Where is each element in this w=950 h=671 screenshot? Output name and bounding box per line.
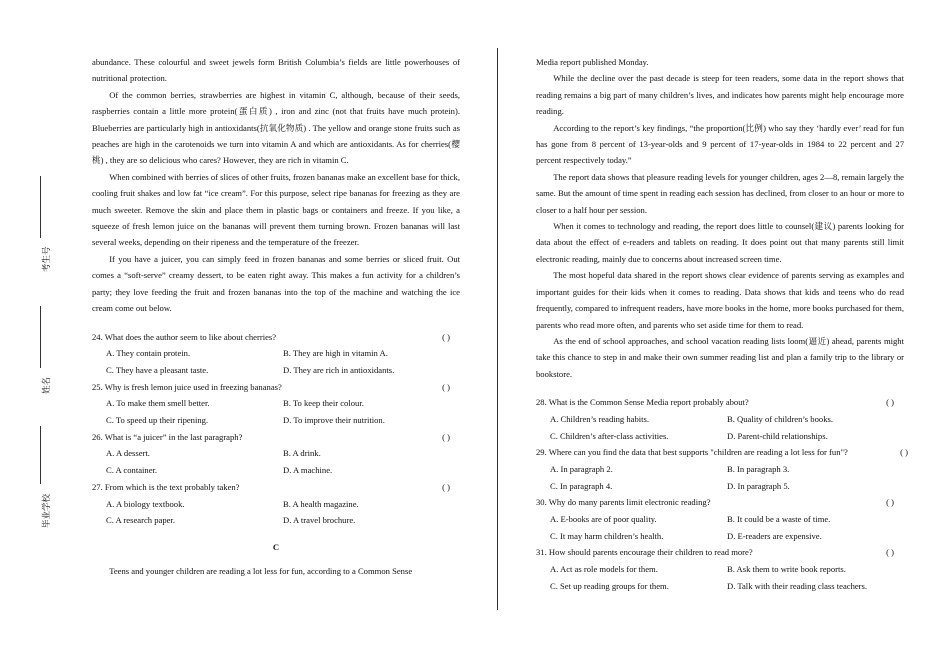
question-stem: 30. Why do many parents limit electronic reading? (536, 497, 711, 508)
passage-paragraph: When combined with berries of slices of other fruits, frozen bananas make an excellent base for thick, cooling fruit shakes and low fat “ice cream”. For this purpose, select ripe bananas for freezing as they are much sweeter. Remove the skin and place them in plastic bags or containers and freeze. If you like, a squeeze of fresh lemon juice on the bananas will prevent them turning brown. Frozen bananas will last several weeks, depending on their ripeness and the temperature of the freezer. (92, 171, 460, 248)
option-d[interactable]: D. Parent-child relationships. (727, 430, 828, 441)
name-label: 姓名 (41, 376, 51, 394)
option-c[interactable]: C. Set up reading groups for them. (550, 580, 669, 591)
option-b[interactable]: B. In paragraph 3. (727, 463, 790, 474)
passage-paragraph: Media report published Monday. (536, 57, 649, 67)
question-28 (536, 394, 904, 444)
answer-blank[interactable]: ( ) (886, 547, 894, 558)
answer-blank[interactable]: ( ) (886, 497, 894, 508)
question-stem: 29. Where can you find the data that best supports "children are reading a lot less for fun"? (536, 447, 848, 458)
question-stem: 25. Why is fresh lemon juice used in freezing bananas? (92, 381, 282, 392)
passage-paragraph: The report data shows that pleasure reading levels for younger children, ages 2—8, remain largely the same. But the amount of time spent in reading each session has declined, from closer to an hour or more to closer to a half hour per session. (536, 171, 904, 215)
option-b[interactable]: B. Quality of children’s books. (727, 413, 833, 424)
option-b[interactable]: B. It could be a waste of time. (727, 514, 831, 525)
right-column (536, 54, 908, 595)
option-b[interactable]: B. A drink. (283, 448, 321, 459)
question-30 (536, 494, 904, 544)
option-a[interactable]: A. To make them smell better. (106, 398, 210, 409)
question-29 (536, 444, 908, 494)
option-b[interactable]: B. Ask them to write book reports. (727, 564, 846, 575)
question-stem: 27. From which is the text probably taken? (92, 481, 240, 492)
option-c[interactable]: C. In paragraph 4. (550, 480, 613, 491)
passage-paragraph: While the decline over the past decade is steep for teen readers, some data in the report shows that reading remains a big part of many children’s lives, and indicates how parents might help encourage more reading. (536, 73, 904, 117)
answer-blank[interactable]: ( ) (442, 331, 450, 342)
option-b[interactable]: B. A health magazine. (283, 498, 359, 509)
option-c[interactable]: C. A research paper. (106, 515, 175, 526)
option-b[interactable]: B. They are high in vitamin A. (283, 348, 388, 359)
option-d[interactable]: D. E-readers are expensive. (727, 530, 822, 541)
option-c[interactable]: C. They have a pleasant taste. (106, 364, 209, 375)
option-d[interactable]: D. To improve their nutrition. (283, 415, 385, 426)
passage-paragraph: According to the report’s key findings, “the proportion(比例) who say they ‘hardly ever’ read for fun has gone from 8 percent of 13-year-olds and 9 percent of 17-year-olds in 1984 to 22 percent and 27 percent respectively today.” (536, 122, 904, 166)
question-27 (92, 479, 460, 529)
question-26 (92, 429, 460, 479)
passage-paragraph: Of the common berries, strawberries are highest in vitamin C, although, because of their seeds, raspberries contain a little more protein(蛋白质) , iron and zinc (not that fruits have much protein). Blueberries are particularly high in antioxidants(抗氧化物质) . The yellow and orange stone fruits such as peaches are high in the carotenoids we turn into vitamin A and which are antioxidants. As for cherries(樱桃) , they are so delicious who cares? However, they are rich in vitamin C. (92, 89, 460, 166)
passage-paragraph: If you have a juicer, you can simply feed in frozen bananas and some berries or sliced fruit. Out comes a “soft-serve” creamy dessert, to be eaten right away. This makes a fun activity for a children’s party; they love feeding the fruit and frozen bananas into the top of the machine and watching the ice cream come out below. (92, 253, 460, 314)
question-stem: 24. What does the author seem to like about cherries? (92, 331, 277, 342)
spacer (536, 382, 904, 394)
option-b[interactable]: B. To keep their colour. (283, 398, 364, 409)
passage-paragraph: Teens and younger children are reading a lot less for fun, according to a Common Sense (109, 565, 413, 576)
passage-paragraph: When it comes to technology and reading, the report does little to counsel(建议) parents looking for data about the effect of e-readers and tablets on reading. It does point out that many parents still limit electronic reading, mainly due to concerns about increased screen time. (536, 221, 904, 264)
left-column (92, 54, 460, 579)
option-a[interactable]: A. In paragraph 2. (550, 463, 613, 474)
column-divider (497, 48, 498, 610)
passage-paragraph: abundance. These colourful and sweet jewels form British Columbia’s fields are little powerhouses of nutritional protection. (92, 57, 460, 84)
option-d[interactable]: D. A travel brochure. (283, 515, 356, 526)
option-c[interactable]: C. Children’s after-class activities. (550, 430, 669, 441)
answer-blank[interactable]: ( ) (442, 481, 450, 492)
option-d[interactable]: D. In paragraph 5. (727, 480, 790, 491)
option-a[interactable]: A. A biology textbook. (106, 498, 185, 509)
option-d[interactable]: D. A machine. (283, 465, 333, 476)
answer-blank[interactable]: ( ) (442, 381, 450, 392)
option-a[interactable]: A. A dessert. (106, 448, 150, 459)
option-c[interactable]: C. It may harm children’s health. (550, 530, 664, 541)
school-label: 毕业学校 (41, 493, 51, 528)
option-c[interactable]: C. A container. (106, 465, 158, 476)
option-a[interactable]: A. They contain protein. (106, 348, 191, 359)
option-a[interactable]: A. E-books are of poor quality. (550, 514, 657, 525)
question-24 (92, 329, 460, 379)
passage-paragraph: As the end of school approaches, and school vacation reading lists loom(逼近) ahead, parents might take this chance to step in and make their own summer reading list and plan a family trip to the library or bookstore. (536, 335, 904, 379)
exam-number-line (40, 176, 41, 238)
school-line (40, 426, 41, 484)
name-line (40, 306, 41, 368)
spacer (92, 317, 460, 329)
option-d[interactable]: D. They are rich in antioxidants. (283, 364, 395, 375)
answer-blank[interactable]: ( ) (442, 431, 450, 442)
question-stem: 31. How should parents encourage their children to read more? (536, 547, 753, 558)
section-title: C (272, 541, 280, 552)
option-a[interactable]: A. Children’s reading habits. (550, 413, 650, 424)
question-25 (92, 379, 460, 429)
option-a[interactable]: A. Act as role models for them. (550, 564, 658, 575)
passage-paragraph: The most hopeful data shared in the report shows clear evidence of parents serving as examples and important guides for their kids when it comes to reading. Data shows that kids and teens who do read frequently, compared to infrequent readers, have more books in the home, more books purchased for them, parents who read more often, and parents who set aside time for them to read. (536, 270, 904, 330)
option-c[interactable]: C. To speed up their ripening. (106, 415, 209, 426)
question-stem: 26. What is “a juicer” in the last paragraph? (92, 431, 243, 442)
question-31 (536, 544, 904, 594)
option-d[interactable]: D. Talk with their reading class teachers. (727, 580, 868, 591)
question-stem: 28. What is the Common Sense Media report probably about? (536, 397, 749, 408)
answer-blank[interactable]: ( ) (886, 397, 894, 408)
answer-blank[interactable]: ( ) (900, 447, 908, 458)
exam-number-label: 考生号 (41, 246, 51, 272)
